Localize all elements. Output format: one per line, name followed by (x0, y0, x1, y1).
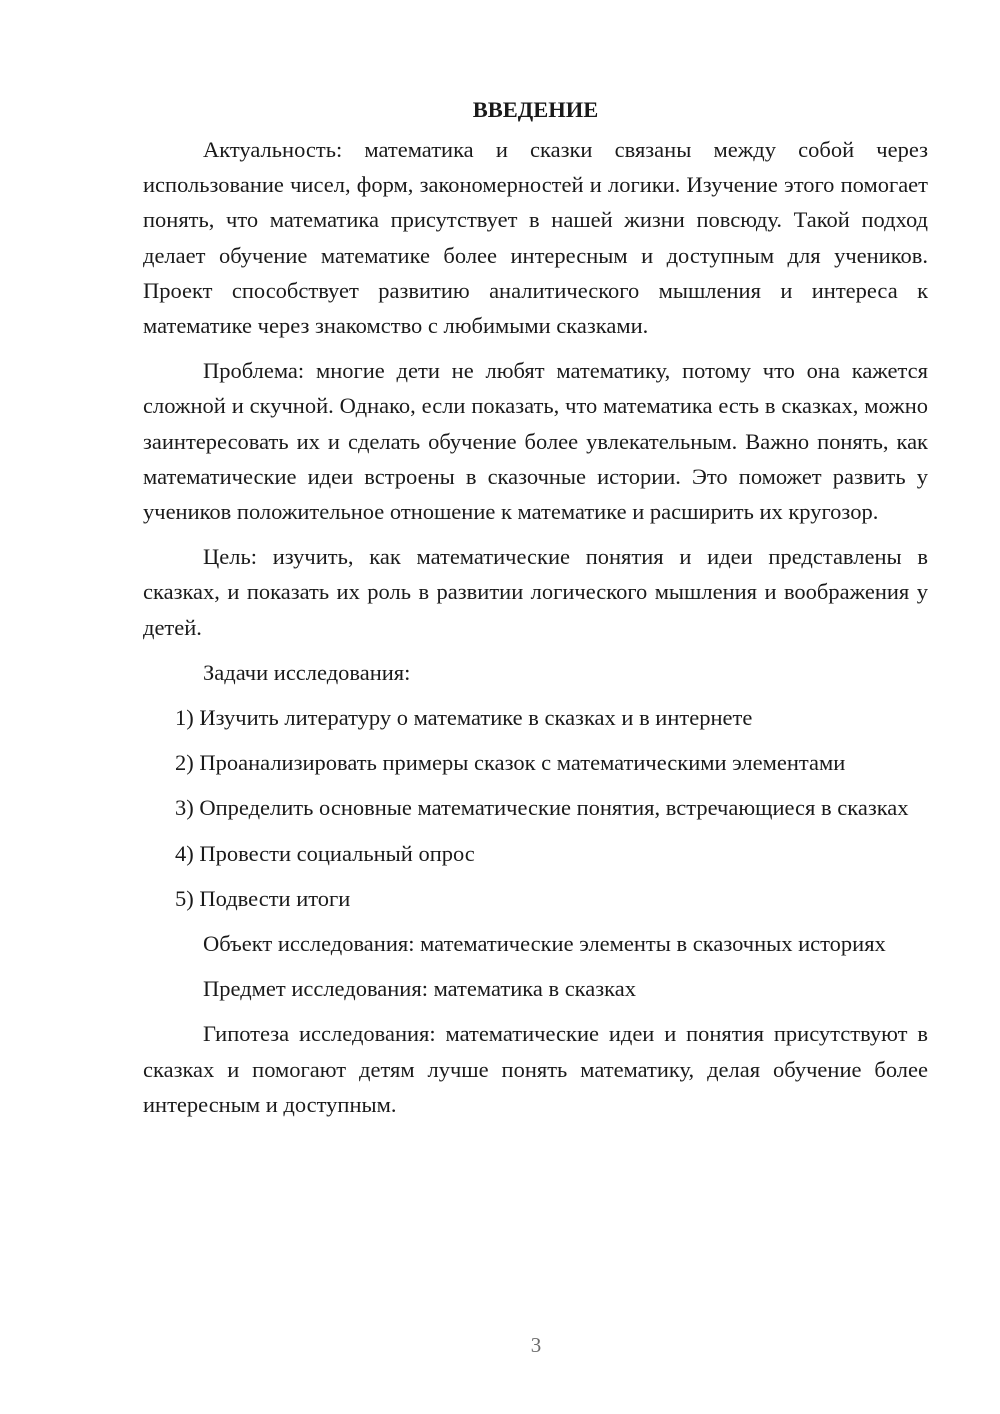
paragraph-problem: Проблема: многие дети не любят математику, потому что она кажется сложной и скучной. Однако, если показать, что математика есть в сказках, можно заинтересовать их и сделать обучение более увлекательным. Важно понять, как математические идеи встроены в сказочные истории. Это поможет развить у учеников положительное отношение к математике и расширить их кругозор. (143, 358, 928, 525)
paragraph-object: Объект исследования: математические элементы в сказочных историях (203, 931, 886, 957)
tasks-list (143, 700, 928, 916)
list-item: 1) Изучить литературу о математике в сказках и в интернете (175, 705, 753, 731)
list-item: 3) Определить основные математические понятия, встречающиеся в сказках (175, 795, 909, 821)
list-item: 2) Проанализировать примеры сказок с математическими элементами (175, 750, 846, 776)
list-item: 4) Провести социальный опрос (175, 840, 475, 866)
tasks-heading: Задачи исследования: (203, 659, 411, 685)
list-item: 5) Подвести итоги (175, 885, 351, 911)
page-number: 3 (530, 1333, 542, 1357)
paragraph-subject: Предмет исследования: математика в сказках (203, 976, 636, 1002)
paragraph-goal: Цель: изучить, как математические понятия и идеи представлены в сказках, и показать их роль в развитии логического мышления и воображения у детей. (143, 544, 928, 640)
paragraph-relevance: Актуальность: математика и сказки связаны между собой через использование чисел, форм, закономерностей и логики. Изучение этого помогает понять, что математика присутствует в нашей жизни повсюду. Такой подход делает обучение математике более интересным и доступным для учеников. Проект способствует развитию аналитического мышления и интереса к математике через знакомство с любимыми сказками. (143, 137, 928, 339)
document-body (143, 94, 928, 1132)
section-title: ВВЕДЕНИЕ (472, 97, 599, 122)
paragraph-hypothesis: Гипотеза исследования: математические идеи и понятия присутствуют в сказках и помогают детям лучше понять математику, делая обучение более интересным и доступным. (143, 1021, 928, 1117)
